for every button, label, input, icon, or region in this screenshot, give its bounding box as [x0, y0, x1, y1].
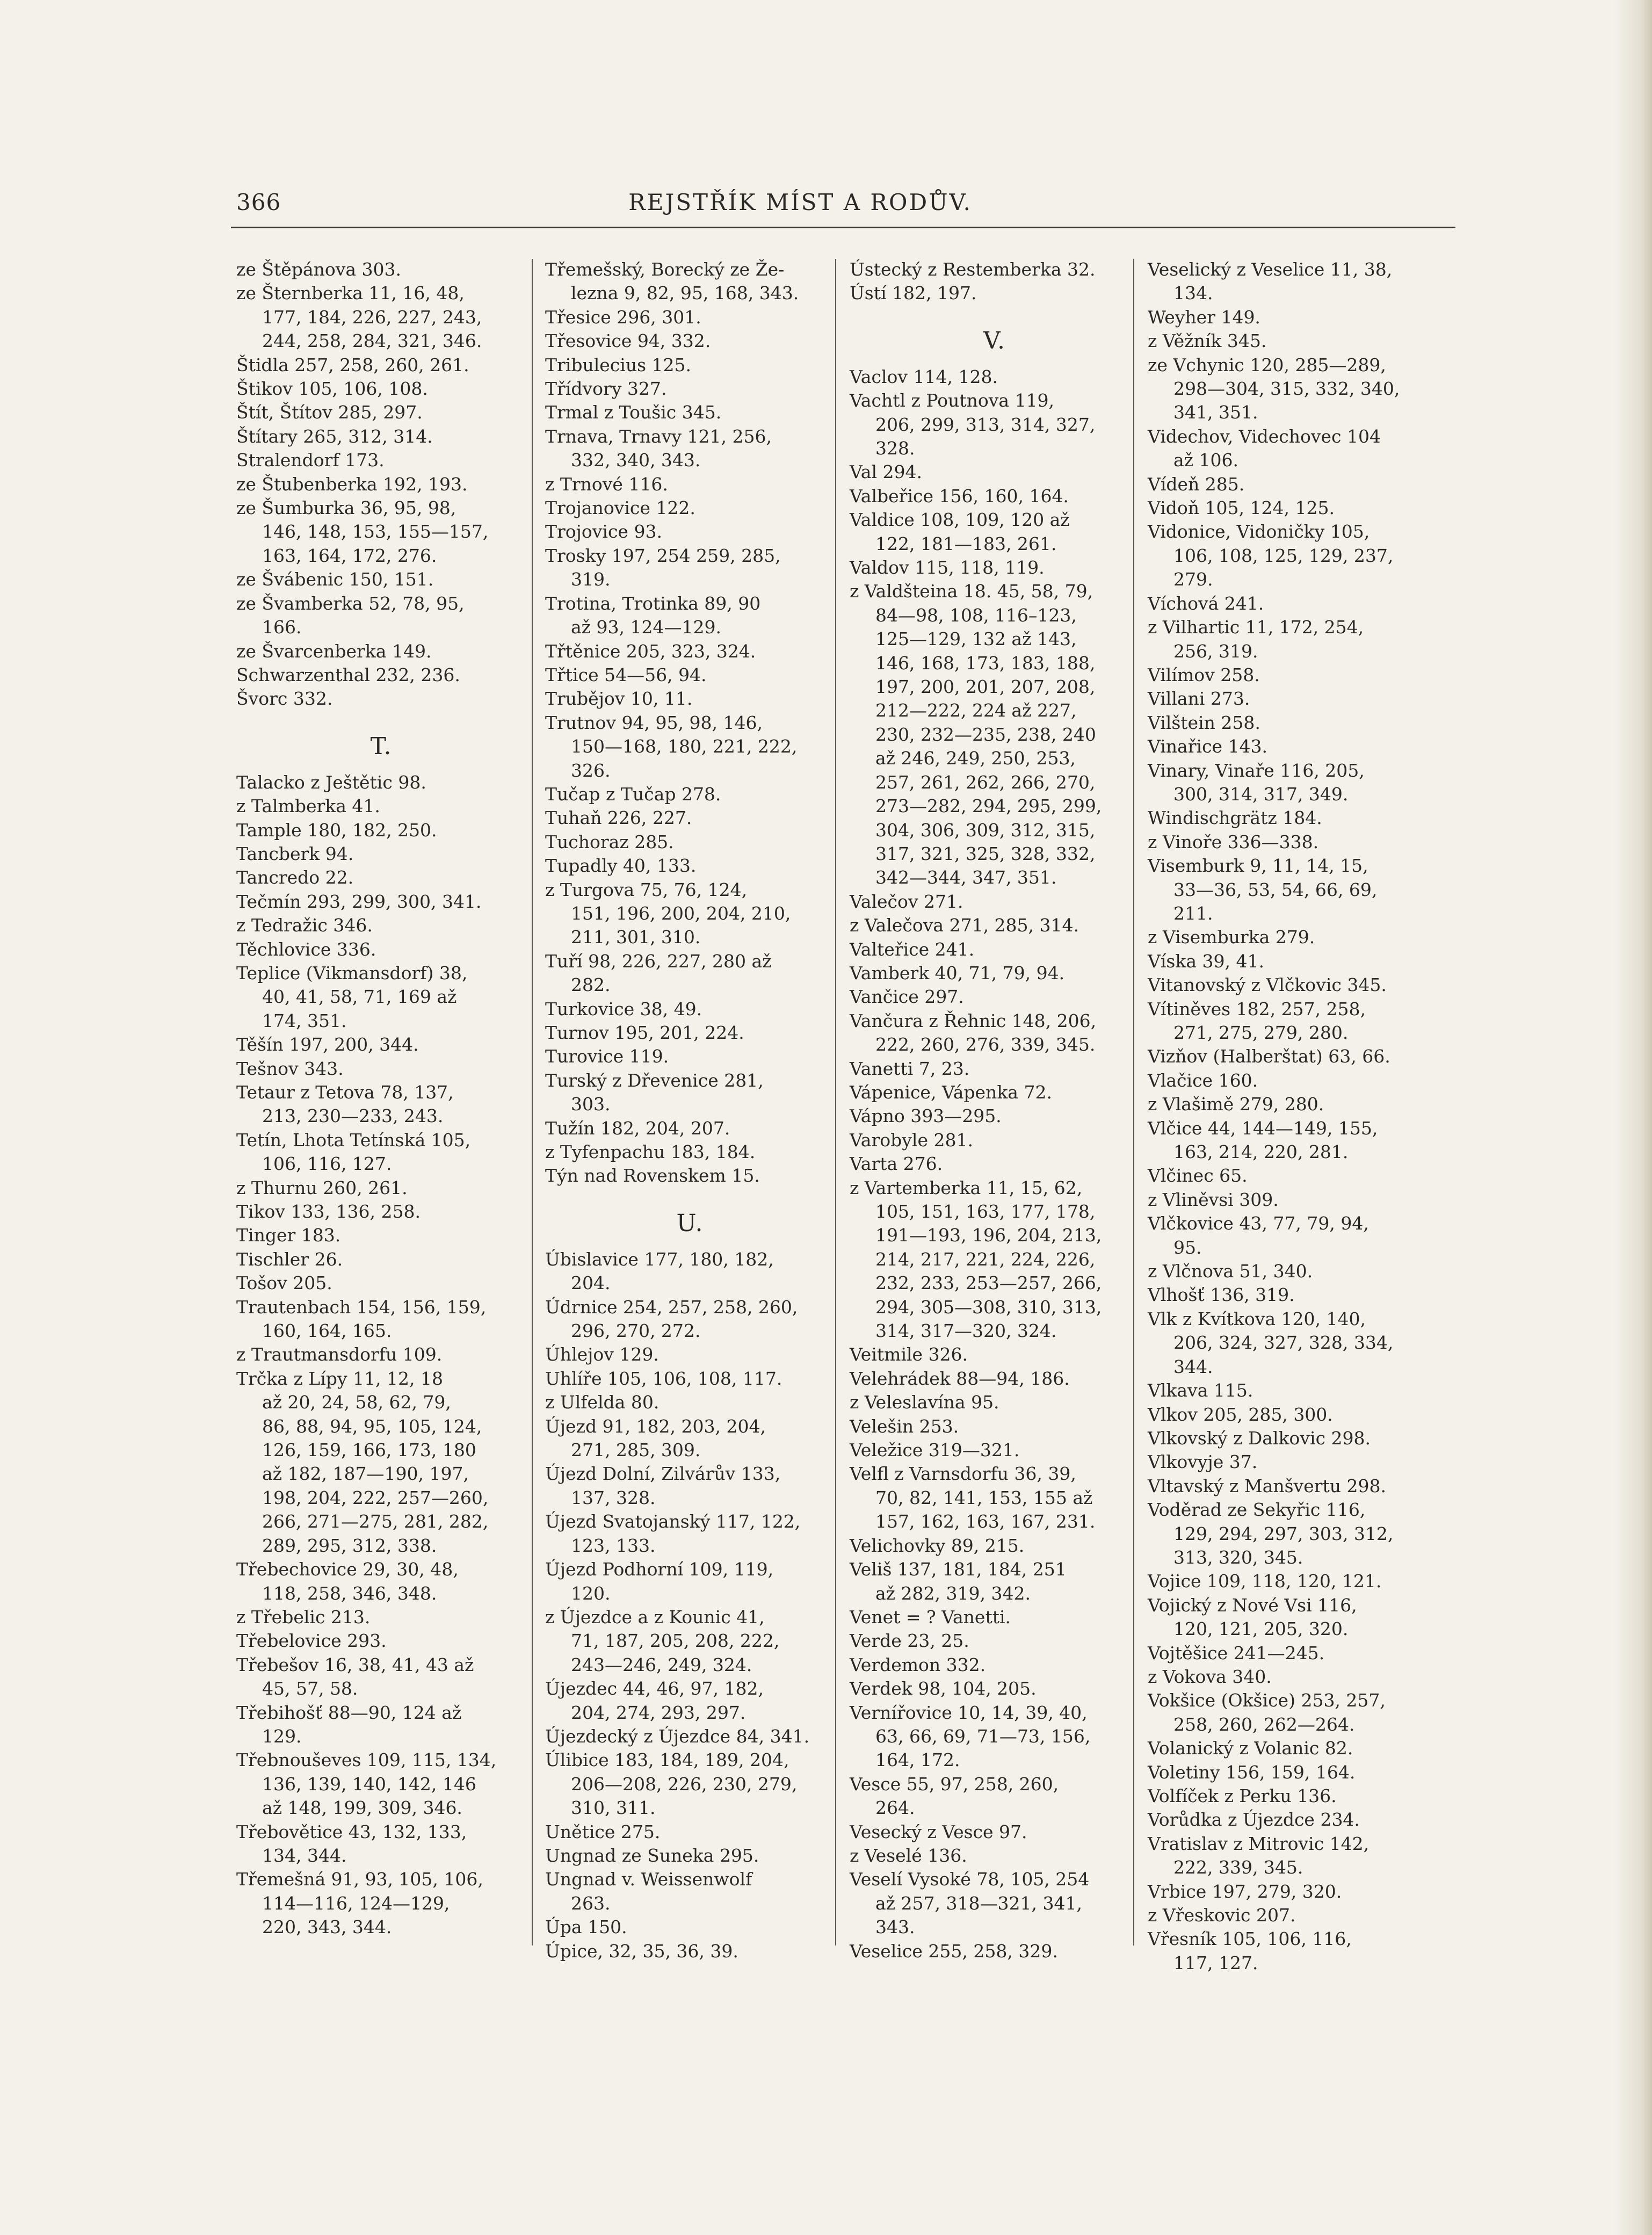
index-entry: Vokšice (Okšice) 253, 257, 258, 260, 262—264. — [1148, 1690, 1386, 1735]
index-entry: Vrbice 197, 279, 320. — [1148, 1880, 1342, 1902]
index-entry: z Vliněvsi 309. — [1148, 1189, 1279, 1210]
index-entry: Třtice 54—56, 94. — [545, 664, 707, 685]
index-entry: Údrnice 254, 257, 258, 260, 296, 270, 272. — [545, 1296, 798, 1342]
index-entry: Vlčinec 65. — [1148, 1165, 1248, 1187]
index-entry: Újezd Svatojanský 117, 122, 123, 133. — [545, 1511, 801, 1556]
index-entry: z Ulfelda 80. — [545, 1392, 660, 1413]
index-entry: Úlibice 183, 184, 189, 204, 206—208, 226, 230, 279, 310, 311. — [545, 1749, 798, 1819]
index-entry: Vlčkovice 43, 77, 79, 94, 95. — [1148, 1213, 1369, 1258]
index-entry: Varobyle 281. — [850, 1129, 973, 1151]
index-entry: Vídeň 285. — [1148, 473, 1245, 495]
index-entry: Tuhaň 226, 227. — [545, 807, 692, 829]
index-entry: Vlčice 44, 144—149, 155, 163, 214, 220, 281. — [1148, 1117, 1378, 1163]
index-entry: Vřesník 105, 106, 116, 117, 127. — [1148, 1928, 1352, 1973]
index-entry: Windischgrätz 184. — [1148, 807, 1322, 829]
index-entry: Vitanovský z Vlčkovic 345. — [1148, 974, 1387, 996]
index-entry: Turský z Dřevenice 281, 303. — [545, 1069, 764, 1115]
index-entry: Ungnad ze Suneka 295. — [545, 1845, 759, 1866]
index-entry: Volanický z Volanic 82. — [1148, 1738, 1353, 1759]
index-entry: Vesecký z Vesce 97. — [850, 1821, 1027, 1842]
index-entry: Úhlejov 129. — [545, 1344, 659, 1365]
index-entry: Štít, Štítov 285, 297. — [236, 402, 423, 423]
index-entry: Újezd Podhorní 109, 119, 120. — [545, 1559, 774, 1604]
index-entry: Víska 39, 41. — [1148, 950, 1264, 972]
index-entry: z Trautmansdorfu 109. — [236, 1344, 443, 1365]
index-entry: Vlačice 160. — [1148, 1069, 1258, 1091]
index-entry: Venet = ? Vanetti. — [850, 1606, 1011, 1628]
index-entry: Tischler 26. — [236, 1248, 343, 1270]
index-entry: Vlk z Kvítkova 120, 140, 206, 324, 327, 328, 334, 344. — [1148, 1308, 1394, 1377]
column-divider — [835, 259, 836, 1945]
index-entry: Třebechovice 29, 30, 48, 118, 258, 346, 348. — [236, 1559, 459, 1604]
index-entry: Víchová 241. — [1148, 592, 1264, 614]
index-entry: ze Šternberka 11, 16, 48, 177, 184, 226, 227, 243, 244, 258, 284, 321, 346. — [236, 283, 482, 352]
index-entry: Tikov 133, 136, 258. — [236, 1201, 421, 1222]
index-entry: Třebešov 16, 38, 41, 43 až 45, 57, 58. — [236, 1654, 474, 1699]
index-entry: Weyher 149. — [1148, 306, 1260, 328]
index-entry: Trmal z Toušic 345. — [545, 402, 722, 423]
index-entry: Třebovětice 43, 132, 133, 134, 344. — [236, 1821, 467, 1866]
column-divider — [532, 259, 533, 1945]
index-entry: Varta 276. — [850, 1153, 943, 1175]
index-entry: Vilímov 258. — [1148, 664, 1260, 685]
index-entry: ze Švábenic 150, 151. — [236, 569, 434, 590]
index-entry: Třemešský, Borecký ze Že- lezna 9, 82, 95, 168, 343. — [545, 259, 799, 304]
index-entry: Velichovky 89, 215. — [850, 1535, 1025, 1556]
index-entry: Trnava, Trnavy 121, 256, 332, 340, 343. — [545, 425, 772, 471]
index-entry: Stralendorf 173. — [236, 450, 385, 471]
index-entry: Třebnouševes 109, 115, 134, 136, 139, 140, 142, 146 až 148, 199, 309, 346. — [236, 1749, 497, 1819]
index-entry: Tošov 205. — [236, 1272, 332, 1294]
index-entry: Vorůdka z Újezdce 234. — [1148, 1809, 1360, 1831]
index-entry: Vápno 393—295. — [850, 1105, 1002, 1127]
index-entry: z Vřeskovic 207. — [1148, 1905, 1296, 1926]
index-entry: Újezd 91, 182, 203, 204, 271, 285, 309. — [545, 1415, 766, 1461]
index-entry: Volfíček z Perku 136. — [1148, 1785, 1337, 1806]
index-entry: Tetaur z Tetova 78, 137, 213, 230—233, 243. — [236, 1081, 454, 1127]
index-entry: ze Švamberka 52, 78, 95, 166. — [236, 592, 465, 638]
index-entry: Trutnov 94, 95, 98, 146, 150—168, 180, 221, 222, 326. — [545, 712, 798, 781]
index-entry: Třesovice 94, 332. — [545, 330, 711, 352]
index-entry: Veselický z Veselice 11, 38, 134. — [1148, 259, 1393, 304]
index-entry: Unětice 275. — [545, 1821, 661, 1842]
index-entry: Velfl z Varnsdorfu 36, 39, 70, 82, 141, 153, 155 až 157, 162, 163, 167, 231. — [850, 1463, 1096, 1532]
index-entry: z Valdšteina 18. 45, 58, 79, 84—98, 108, 116–123, 125—129, 132 až 143, 146, 168, 173, 183, 188, 197, 200, 201, 207, 208, 212—222, 224 až 227, 230, 232—235, 238, 240 až 246, 249, 250, 253, 257, 261, 262, 266, 270, 273—282, 294, 295, 299, 304, 306, 309, 312, 315, 317, 321, 325, 328, 332, 342—344, 347, 351. — [850, 581, 1102, 888]
index-entry: z Thurnu 260, 261. — [236, 1177, 408, 1198]
index-entry: Veselí Vysoké 78, 105, 254 až 257, 318—321, 341, 343. — [850, 1869, 1090, 1938]
index-column-2 — [545, 258, 835, 1963]
index-entry: Vizňov (Halberštat) 63, 66. — [1148, 1046, 1390, 1067]
index-entry: Těšín 197, 200, 344. — [236, 1034, 419, 1055]
index-entry: Valteřice 241. — [850, 938, 975, 960]
index-entry: z Věžník 345. — [1148, 330, 1267, 352]
index-entry: Talacko z Ještětic 98. — [236, 771, 426, 793]
index-entry: Vanetti 7, 23. — [850, 1058, 970, 1079]
index-entry: Velehrádek 88—94, 186. — [850, 1368, 1070, 1389]
index-entry: Třídvory 327. — [545, 378, 667, 400]
index-entry: z Tyfenpachu 183, 184. — [545, 1141, 756, 1163]
index-entry: Švorc 332. — [236, 688, 333, 710]
index-entry: Vinařice 143. — [1148, 736, 1268, 757]
section-letter: V. — [983, 327, 1006, 355]
index-entry: Veležice 319—321. — [850, 1440, 1020, 1461]
index-entry: Vlkava 115. — [1148, 1380, 1254, 1401]
index-entry: Veliš 137, 181, 184, 251 až 282, 319, 342. — [850, 1559, 1067, 1604]
index-entry: Teplice (Vikmansdorf) 38, 40, 41, 58, 71, 169 až 174, 351. — [236, 962, 468, 1031]
index-entry: z Talmberka 41. — [236, 795, 380, 817]
section-letter: U. — [676, 1210, 704, 1238]
index-entry: Vidonice, Vidoničky 105, 106, 108, 125, 129, 237, 279. — [1148, 521, 1394, 590]
index-entry: Těchlovice 336. — [236, 938, 376, 960]
index-entry: z Tedražic 346. — [236, 915, 373, 936]
index-entry: Trotina, Trotinka 89, 90 až 93, 124—129. — [545, 592, 761, 638]
index-entry: z Vlčnova 51, 340. — [1148, 1261, 1313, 1282]
index-entry: Verdemon 332. — [850, 1654, 986, 1675]
index-entry: Štítary 265, 312, 314. — [236, 425, 433, 447]
index-entry: Ústí 182, 197. — [850, 283, 977, 304]
index-entry: Třebihošť 88—90, 124 až 129. — [236, 1702, 462, 1747]
index-entry: Voletiny 156, 159, 164. — [1148, 1761, 1356, 1783]
index-entry: Štikov 105, 106, 108. — [236, 378, 428, 400]
index-entry: Třtěnice 205, 323, 324. — [545, 640, 756, 662]
index-entry: Vaclov 114, 128. — [850, 366, 998, 387]
index-entry: Schwarzenthal 232, 236. — [236, 664, 460, 685]
index-entry: Val 294. — [850, 461, 922, 483]
index-entry: Vinary, Vinaře 116, 205, 300, 314, 317, 349. — [1148, 760, 1365, 805]
index-entry: Tečmín 293, 299, 300, 341. — [236, 891, 482, 912]
index-entry: Trčka z Lípy 11, 12, 18 až 20, 24, 58, 62, 79, 86, 88, 94, 95, 105, 124, 126, 159, 166, 173, 180 až 182, 187—190, 197, 198, 204, 222, 257—260, 266, 271—275, 281, 282, 289, 295, 312, 338. — [236, 1368, 489, 1556]
index-entry: Vltavský z Manšvertu 298. — [1148, 1475, 1386, 1496]
index-entry: Tučap z Tučap 278. — [545, 783, 721, 805]
index-entry: Vojtěšice 241—245. — [1148, 1642, 1325, 1663]
index-entry: z Vilhartic 11, 172, 254, 256, 319. — [1148, 617, 1364, 662]
index-entry: Vančura z Řehnic 148, 206, 222, 260, 276, 339, 345. — [850, 1010, 1097, 1055]
header-rule — [231, 227, 1455, 228]
index-entry: Vápenice, Vápenka 72. — [850, 1081, 1052, 1103]
index-entry: Trautenbach 154, 156, 159, 160, 164, 165. — [236, 1296, 487, 1342]
index-entry: z Valečova 271, 285, 314. — [850, 915, 1079, 936]
index-entry: Visemburk 9, 11, 14, 15, 33—36, 53, 54, 66, 69, 211. — [1148, 855, 1378, 924]
index-entry: Valečov 271. — [850, 891, 963, 912]
index-entry: Vernířovice 10, 14, 39, 40, 63, 66, 69, 71—73, 156, 164, 172. — [850, 1702, 1091, 1771]
index-entry: Turovice 119. — [545, 1046, 669, 1067]
index-entry: Tupadly 40, 133. — [545, 855, 697, 877]
index-entry: Vojický z Nové Vsi 116, 120, 121, 205, 320. — [1148, 1594, 1357, 1640]
index-entry: Štidla 257, 258, 260, 261. — [236, 354, 469, 375]
index-entry: Vlkovský z Dalkovic 298. — [1148, 1427, 1371, 1449]
index-entry: Újezd Dolní, Zilvárův 133, 137, 328. — [545, 1463, 781, 1508]
index-entry: z Vartemberka 11, 15, 62, 105, 151, 163, 177, 178, 191—193, 196, 204, 213, 214, 217, 221, 224, 226, 232, 233, 253—257, 266, 294, 305—308, 310, 313, 314, 317—320, 324. — [850, 1177, 1102, 1342]
index-entry: Vlhošť 136, 319. — [1148, 1284, 1295, 1306]
index-entry: Valbeřice 156, 160, 164. — [850, 485, 1069, 507]
index-entry: z Vlašimě 279, 280. — [1148, 1094, 1324, 1115]
index-entry: Turkovice 38, 49. — [545, 998, 702, 1019]
index-entry: Verde 23, 25. — [850, 1630, 969, 1652]
index-entry: Vojice 109, 118, 120, 121. — [1148, 1571, 1382, 1592]
index-entry: Tešnov 343. — [236, 1058, 344, 1079]
index-entry: Vítiněves 182, 257, 258, 271, 275, 279, 280. — [1148, 998, 1366, 1043]
index-entry: Trubějov 10, 11. — [545, 688, 693, 710]
index-entry: z Veselé 136. — [850, 1845, 967, 1866]
index-entry: Turnov 195, 201, 224. — [545, 1022, 744, 1043]
index-entry: Tuchoraz 285. — [545, 831, 674, 852]
section-letter: T. — [370, 733, 393, 761]
index-entry: z Turgova 75, 76, 124, 151, 196, 200, 204, 210, 211, 301, 310. — [545, 879, 791, 948]
index-entry: Trojanovice 122. — [545, 497, 695, 519]
index-entry: Tinger 183. — [236, 1225, 341, 1246]
index-entry: Třesice 296, 301. — [545, 306, 701, 328]
index-entry: Vlkov 205, 285, 300. — [1148, 1404, 1333, 1425]
index-entry: Vilštein 258. — [1148, 712, 1260, 733]
index-entry: Trojovice 93. — [545, 521, 662, 543]
index-entry: ze Švarcenberka 149. — [236, 640, 432, 662]
index-entry: z Třebelic 213. — [236, 1606, 371, 1628]
index-entry: Ungnad v. Weissenwolf 263. — [545, 1869, 752, 1914]
index-entry: z Vinoře 336—338. — [1148, 831, 1319, 852]
index-entry: Tample 180, 182, 250. — [236, 819, 437, 841]
index-entry: ze Štěpánova 303. — [236, 259, 402, 280]
index-entry: Veitmile 326. — [850, 1344, 968, 1365]
index-entry: Třemešná 91, 93, 105, 106, 114—116, 124—129, 220, 343, 344. — [236, 1869, 483, 1938]
index-entry: Vachtl z Poutnova 119, 206, 299, 313, 314, 327, 328. — [850, 390, 1096, 459]
index-entry: Vidoň 105, 124, 125. — [1148, 497, 1335, 519]
index-column-4 — [1148, 258, 1438, 1975]
page-number: 366 — [236, 189, 281, 215]
index-entry: Tužín 182, 204, 207. — [545, 1117, 730, 1139]
index-entry: Tuří 98, 226, 227, 280 až 282. — [545, 950, 772, 996]
index-entry: ze Štubenberka 192, 193. — [236, 473, 468, 495]
index-entry: Újezdec 44, 46, 97, 182, 204, 274, 293, 297. — [545, 1678, 764, 1723]
index-entry: Valdov 115, 118, 119. — [850, 557, 1045, 578]
index-entry: Týn nad Rovenskem 15. — [545, 1165, 760, 1187]
index-entry: z Visemburka 279. — [1148, 927, 1315, 948]
index-entry: Ústecký z Restemberka 32. — [850, 259, 1096, 280]
index-entry: Vesce 55, 97, 258, 260, 264. — [850, 1773, 1059, 1819]
index-entry: Verdek 98, 104, 205. — [850, 1678, 1037, 1699]
index-entry: ze Šumburka 36, 95, 98, 146, 148, 153, 155—157, 163, 164, 172, 276. — [236, 497, 489, 566]
index-entry: z Trnové 116. — [545, 473, 668, 495]
index-entry: Úbislavice 177, 180, 182, 204. — [545, 1248, 774, 1294]
index-entry: Tancberk 94. — [236, 843, 354, 864]
index-entry: Vančice 297. — [850, 986, 964, 1008]
index-entry: Velešin 253. — [850, 1415, 959, 1437]
index-entry: z Újezdce a z Kounic 41, 71, 187, 205, 208, 222, 243—246, 249, 324. — [545, 1606, 780, 1675]
index-column-1 — [236, 258, 526, 1940]
index-entry: Vratislav z Mitrovic 142, 222, 339, 345. — [1148, 1833, 1370, 1878]
index-entry: Veselice 255, 258, 329. — [850, 1940, 1058, 1962]
index-entry: Videchov, Videchovec 104 až 106. — [1148, 425, 1381, 471]
page-edge-shadow — [1614, 0, 1652, 2235]
index-entry: ze Vchynic 120, 285—289, 298—304, 315, 332, 340, 341, 351. — [1148, 354, 1400, 423]
index-entry: Tribulecius 125. — [545, 354, 691, 375]
index-entry: Tancredo 22. — [236, 867, 354, 888]
index-entry: Voděrad ze Sekyřic 116, 129, 294, 297, 303, 312, 313, 320, 345. — [1148, 1499, 1394, 1568]
index-entry: Villani 273. — [1148, 688, 1250, 710]
index-column-3 — [850, 258, 1140, 1963]
index-entry: z Veleslavína 95. — [850, 1392, 999, 1413]
index-entry: z Vokova 340. — [1148, 1666, 1272, 1687]
index-entry: Uhlíře 105, 106, 108, 117. — [545, 1368, 782, 1389]
index-entry: Trosky 197, 254 259, 285, 319. — [545, 545, 781, 590]
index-entry: Úpa 150. — [545, 1916, 627, 1938]
index-entry: Vamberk 40, 71, 79, 94. — [850, 962, 1065, 983]
page-title: REJSTŘÍK MÍST A RODŮV. — [628, 189, 972, 215]
index-entry: Úpice, 32, 35, 36, 39. — [545, 1940, 738, 1962]
index-entry: Třebelovice 293. — [236, 1630, 387, 1652]
index-entry: Vlkovyje 37. — [1148, 1451, 1258, 1473]
index-entry: Valdice 108, 109, 120 až 122, 181—183, 261. — [850, 509, 1070, 554]
index-entry: Újezdecký z Újezdce 84, 341. — [545, 1725, 810, 1747]
index-entry: Tetín, Lhota Tetínská 105, 106, 116, 127. — [236, 1129, 471, 1175]
